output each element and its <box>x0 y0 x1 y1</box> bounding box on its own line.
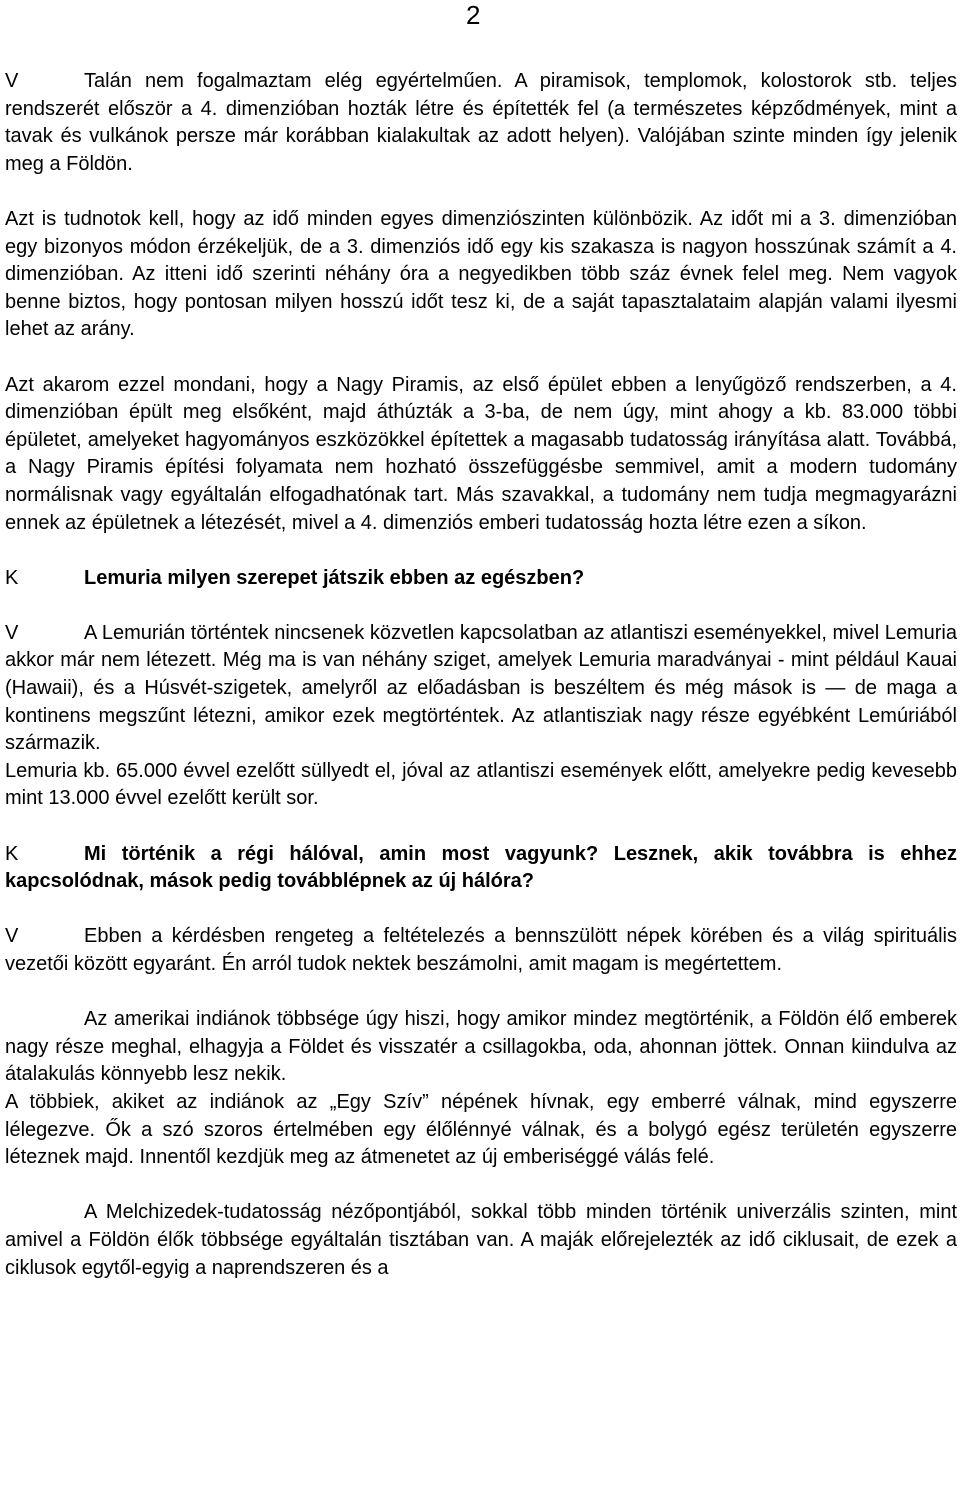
speaker-label: V <box>5 925 19 948</box>
answer-paragraph <box>5 68 957 178</box>
paragraph <box>5 372 957 538</box>
question-text: Mi történik a régi hálóval, amin most vagyunk? Lesznek, akik továbbra is ehhez kapcsolódnak, mások pedig továbblépnek az új hálóra? <box>5 842 957 893</box>
page-number: 2 <box>466 0 481 30</box>
paragraph-text: Talán nem fogalmaztam elég egyértelműen. A piramisok, templomok, kolostorok stb. teljes rendszerét először a 4. dimenzióban hozták létre és építették fel (a természetes képződmények, mint a tavak és vulkánok persze már korábban kialakultak az adott helyen). Valójában szinte minden így jelenik meg a Földön. <box>5 70 957 175</box>
paragraph-text: Azt is tudnotok kell, hogy az idő minden egyes dimenziószinten különbözik. Az időt mi a 3. dimenzióban egy bizonyos módon érzékeljük, de a 3. dimenziós idő egy kis szakasza is nagyon hosszúnak számít a 4. dimenzióban. Az itteni idő szerinti néhány óra a negyedikben több száz évnek felel meg. Nem vagyok benne biztos, hogy pontosan milyen hosszú időt tesz ki, de a saját tapasztalataim alapján valami ilyesmi lehet az arány. <box>5 207 957 341</box>
paragraph <box>5 206 957 344</box>
document-body <box>5 68 957 1310</box>
paragraph-text: Lemuria kb. 65.000 évvel ezelőtt süllyedt el, jóval az atlantiszi események előtt, amelyekre pedig kevesebb mint 13.000 évvel ezelőtt került sor. <box>5 759 957 810</box>
paragraph <box>5 1089 957 1172</box>
answer-paragraph <box>5 923 957 978</box>
speaker-label: V <box>5 70 19 92</box>
speaker-label: V <box>5 621 19 644</box>
speaker-label: K <box>5 842 19 865</box>
paragraph-text: A Lemurián történtek nincsenek közvetlen kapcsolatban az atlantiszi eseményekkel, mivel Lemuria akkor már nem létezett. Még ma is van néhány sziget, amelyek Lemuria maradványai - mint például Kauai (Hawaii), és a Húsvét-szigetek, amelyről az előadásban is beszéltem és még mások is — de maga a kontinens megszűnt létezni, amikor ezek megtörténtek. Az atlantisziak nagy része egyébként Lemúriából származik. <box>5 621 957 755</box>
paragraph-text: Ebben a kérdésben rengeteg a feltételezés a bennszülött népek körében és a világ spirituális vezetői között egyaránt. Én arról tudok nektek beszámolni, amit magam is megértettem. <box>5 925 957 975</box>
paragraph <box>5 758 957 813</box>
paragraph-text: A többiek, akiket az indiánok az „Egy Szív” népének hívnak, egy emberré válnak, mind egyszerre lélegezve. Ők a szó szoros értelmében egy élőlénnyé válnak, és a bolygó egész területén egyszerre léteznek majd. Innentől kezdjük meg az átmenetet az új emberiséggé válás felé. <box>5 1090 957 1169</box>
paragraph-text: Azt akarom ezzel mondani, hogy a Nagy Piramis, az első épület ebben a lenyűgöző rendszerben, a 4. dimenzióban épült meg elsőként, majd áthúzták a 3-ba, de nem úgy, mint ahogy a kb. 83.000 többi épületet, amelyeket hagyományos eszközökkel építettek a magasabb tudatosság irányítása alatt. Továbbá, a Nagy Piramis építési folyamata nem hozható összefüggésbe semmivel, amit a modern tudomány normálisnak vagy egyáltalán elfogadhatónak tart. Más szavakkal, a tudomány nem tudja megmagyarázni ennek az épületnek a létezését, mivel a 4. dimenziós emberi tudatosság hozta létre ezen a síkon. <box>5 373 957 534</box>
speaker-label: K <box>5 566 19 589</box>
answer-paragraph <box>5 620 957 758</box>
question-paragraph <box>5 565 957 593</box>
paragraph-text: Az amerikai indiánok többsége úgy hiszi, hogy amikor mindez megtörténik, a Földön élő emberek nagy része meghal, elhagyja a Földet és visszatér a csillagokba, oda, ahonnan jöttek. Onnan kiindulva az átalakulás könnyebb lesz nekik. <box>5 1008 957 1086</box>
question-text: Lemuria milyen szerepet játszik ebben az egészben? <box>84 566 585 589</box>
question-paragraph <box>5 841 957 896</box>
paragraph <box>5 1006 957 1089</box>
paragraph <box>5 1199 957 1282</box>
paragraph-text: A Melchizedek-tudatosság nézőpontjából, sokkal több minden történik univerzális szinten, mint amivel a Földön élők többsége egyáltalán tisztában van. A maják előrejelezték az idő ciklusait, de ezek a ciklusok egytől-egyig a naprendszeren és a <box>5 1201 957 1279</box>
